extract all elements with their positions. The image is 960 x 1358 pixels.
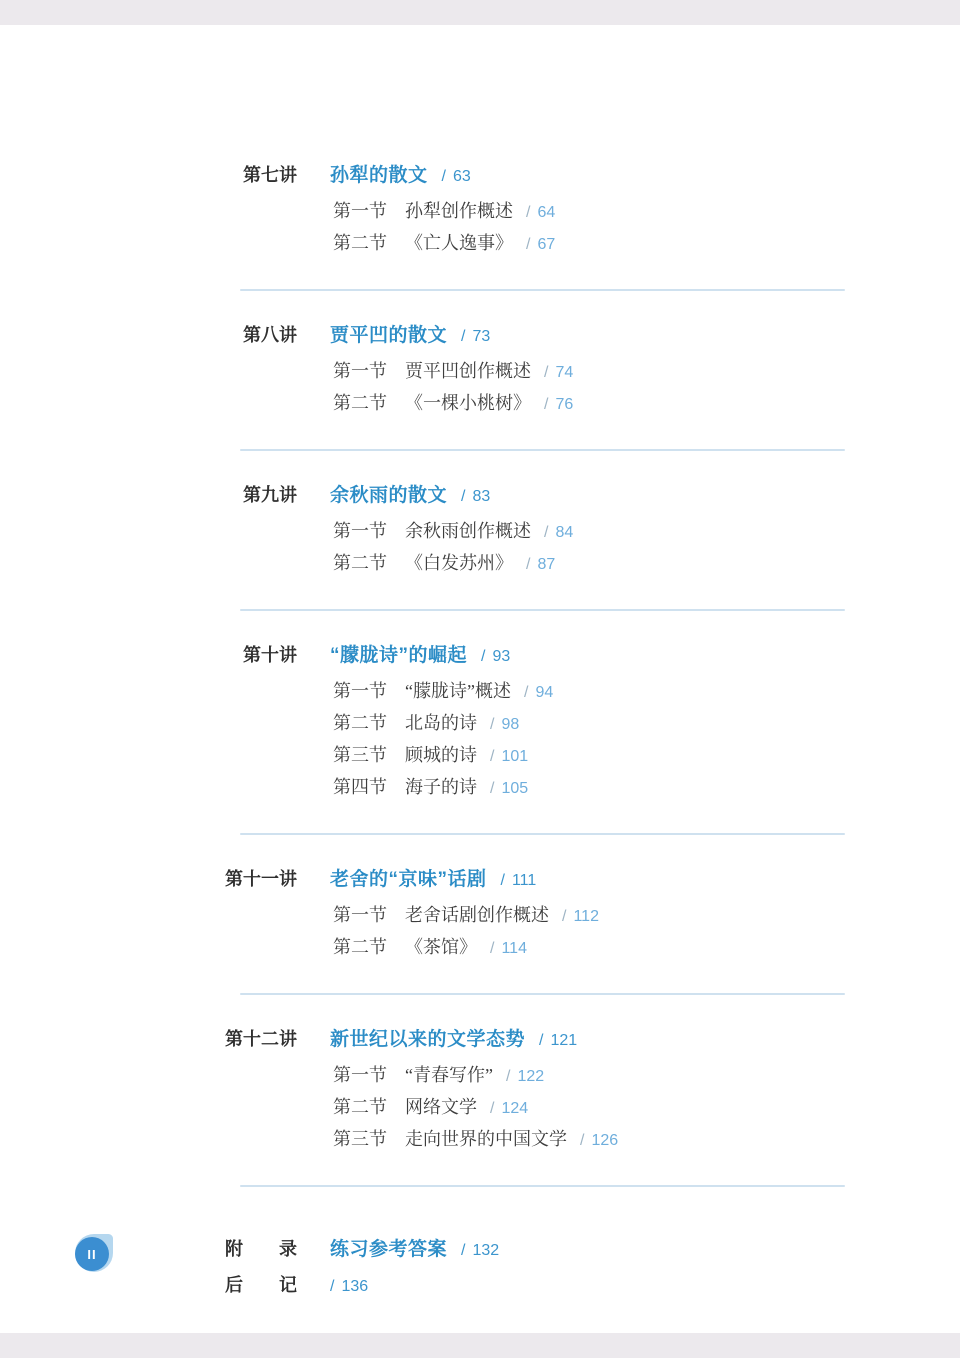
slash: / — [490, 748, 495, 765]
item-page — [544, 357, 573, 389]
page-number: 101 — [501, 748, 529, 765]
item-title: 《亡人逸事》 — [405, 233, 513, 253]
chapter-title: “朦胧诗”的崛起 — [330, 645, 468, 666]
item-number: 第三节 — [333, 1129, 387, 1149]
slash: / — [461, 328, 466, 345]
chapter-page — [461, 481, 490, 513]
toc-item-row — [333, 1059, 865, 1091]
toc-item-row — [333, 771, 865, 803]
toc-section-10 — [225, 639, 865, 835]
item-title: 走向世界的中国文学 — [405, 1129, 567, 1149]
page-number: 114 — [501, 940, 527, 957]
table-of-contents — [225, 159, 865, 1305]
chapter-label: 第七讲 — [243, 165, 297, 185]
appendix-row — [225, 1233, 865, 1265]
item-page — [490, 933, 527, 965]
toc-item-row — [333, 515, 865, 547]
page-number: 73 — [472, 328, 491, 345]
chapter-row — [225, 479, 865, 511]
chapter-page — [442, 161, 471, 193]
item-page — [490, 709, 519, 741]
chapter-label: 第九讲 — [243, 485, 297, 505]
chapter-label: 第十一讲 — [225, 869, 297, 889]
item-number: 第二节 — [333, 233, 387, 253]
slash: / — [544, 364, 549, 381]
item-number: 第二节 — [333, 1097, 387, 1117]
slash: / — [441, 168, 446, 185]
postscript-page — [330, 1271, 368, 1303]
chapter-row — [225, 1023, 865, 1055]
page-number: 67 — [537, 236, 556, 253]
toc-item-row — [333, 355, 865, 387]
toc-item-row — [333, 675, 865, 707]
item-number: 第二节 — [333, 553, 387, 573]
page-number: 63 — [452, 168, 471, 185]
appendix-page — [461, 1235, 499, 1267]
item-title: “青春写作” — [405, 1065, 493, 1085]
chapter-title: 老舍的“京味”话剧 — [330, 869, 487, 890]
item-page — [490, 741, 528, 773]
item-number: 第一节 — [333, 201, 387, 221]
appendix-title: 练习参考答案 — [330, 1239, 448, 1260]
toc-item-row — [333, 547, 865, 579]
slash: / — [490, 716, 495, 733]
slash: / — [490, 1100, 495, 1117]
chapter-title: 新世纪以来的文学态势 — [330, 1029, 526, 1050]
badge-label: II — [87, 1246, 97, 1262]
item-title: 北岛的诗 — [405, 713, 477, 733]
chapter-row — [225, 159, 865, 191]
item-number: 第二节 — [333, 713, 387, 733]
slash: / — [490, 780, 495, 797]
item-title: 《一棵小桃树》 — [405, 393, 531, 413]
page-number: 111 — [511, 872, 537, 889]
slash: / — [490, 940, 495, 957]
page-number: 74 — [555, 364, 574, 381]
item-number: 第一节 — [333, 905, 387, 925]
item-title: 网络文学 — [405, 1097, 477, 1117]
chapter-page — [539, 1025, 577, 1057]
item-number: 第四节 — [333, 777, 387, 797]
bottom-margin-band — [0, 1333, 960, 1358]
item-number: 第一节 — [333, 521, 387, 541]
item-number: 第一节 — [333, 681, 387, 701]
section-divider — [240, 833, 845, 835]
chapter-page — [481, 641, 510, 673]
item-number: 第一节 — [333, 361, 387, 381]
item-number: 第二节 — [333, 393, 387, 413]
page-number-badge — [75, 1234, 113, 1272]
toc-item-row — [333, 1123, 865, 1155]
item-page — [544, 517, 573, 549]
appendix-block — [225, 1215, 865, 1301]
slash: / — [526, 556, 531, 573]
chapter-label: 第十讲 — [243, 645, 297, 665]
page-number: 105 — [501, 780, 529, 797]
item-page — [526, 549, 555, 581]
slash: / — [544, 524, 549, 541]
page-number: 64 — [537, 204, 556, 221]
slash: / — [526, 204, 531, 221]
page-number: 132 — [472, 1242, 500, 1259]
slash: / — [500, 872, 505, 889]
item-page — [544, 389, 573, 421]
toc-item-row — [333, 899, 865, 931]
slash: / — [562, 908, 567, 925]
postscript-row — [225, 1269, 865, 1301]
chapter-title: 贾平凹的散文 — [330, 325, 448, 346]
toc-item-row — [333, 931, 865, 963]
section-divider — [240, 609, 845, 611]
page-number: 83 — [472, 488, 491, 505]
slash: / — [461, 488, 466, 505]
page-number: 122 — [517, 1068, 545, 1085]
slash: / — [481, 648, 486, 665]
slash: / — [523, 684, 529, 701]
toc-item-row — [333, 739, 865, 771]
item-number: 第三节 — [333, 745, 387, 765]
item-page — [526, 229, 555, 261]
section-divider — [240, 993, 845, 995]
item-page — [580, 1125, 618, 1157]
toc-item-row — [333, 707, 865, 739]
page-number: 124 — [501, 1100, 529, 1117]
item-page — [490, 773, 528, 805]
toc-item-row — [333, 1091, 865, 1123]
item-page — [526, 197, 555, 229]
item-number: 第一节 — [333, 1065, 387, 1085]
chapter-page — [461, 321, 490, 353]
item-title: 海子的诗 — [405, 777, 477, 797]
badge-circle — [75, 1237, 109, 1271]
chapter-title: 余秋雨的散文 — [330, 485, 448, 506]
page-number: 112 — [573, 908, 599, 925]
chapter-page — [501, 865, 537, 897]
section-divider — [240, 289, 845, 291]
item-title: 《白发苏州》 — [405, 553, 513, 573]
slash: / — [330, 1278, 335, 1295]
item-page — [524, 677, 553, 709]
toc-section-11 — [225, 863, 865, 995]
chapter-row — [225, 863, 865, 895]
page-number: 94 — [535, 684, 554, 701]
chapter-label: 第八讲 — [243, 325, 297, 345]
slash: / — [580, 1132, 585, 1149]
slash: / — [539, 1032, 544, 1049]
item-page — [506, 1061, 544, 1093]
appendix-label: 附录 — [225, 1239, 297, 1259]
toc-section-9 — [225, 479, 865, 611]
item-title: 《茶馆》 — [405, 937, 477, 957]
item-title: “朦胧诗”概述 — [405, 681, 511, 701]
page-number: 126 — [591, 1132, 619, 1149]
item-title: 顾城的诗 — [405, 745, 477, 765]
page-number: 76 — [555, 396, 574, 413]
toc-item-row — [333, 227, 865, 259]
top-margin-band — [0, 0, 960, 25]
item-number: 第二节 — [333, 937, 387, 957]
page-number: 98 — [501, 716, 520, 733]
item-page — [490, 1093, 528, 1125]
toc-section-8 — [225, 319, 865, 451]
item-title: 老舍话剧创作概述 — [405, 905, 549, 925]
item-title: 孙犁创作概述 — [405, 201, 513, 221]
page-number: 87 — [537, 556, 556, 573]
section-divider — [240, 449, 845, 451]
page-number: 84 — [555, 524, 574, 541]
toc-section-7 — [225, 159, 865, 291]
slash: / — [526, 236, 531, 253]
toc-item-row — [333, 387, 865, 419]
slash: / — [544, 396, 549, 413]
item-title: 贾平凹创作概述 — [405, 361, 531, 381]
slash: / — [461, 1242, 466, 1259]
item-page — [562, 901, 599, 933]
page-number: 136 — [341, 1278, 369, 1295]
chapter-title: 孙犁的散文 — [330, 165, 428, 186]
toc-item-row — [333, 195, 865, 227]
chapter-label: 第十二讲 — [225, 1029, 297, 1049]
postscript-label: 后记 — [225, 1275, 297, 1295]
toc-section-12 — [225, 1023, 865, 1187]
page-number: 93 — [492, 648, 511, 665]
item-title: 余秋雨创作概述 — [405, 521, 531, 541]
chapter-row — [225, 639, 865, 671]
chapter-row — [225, 319, 865, 351]
section-divider — [240, 1185, 845, 1187]
slash: / — [505, 1068, 511, 1085]
page-number: 121 — [550, 1032, 578, 1049]
